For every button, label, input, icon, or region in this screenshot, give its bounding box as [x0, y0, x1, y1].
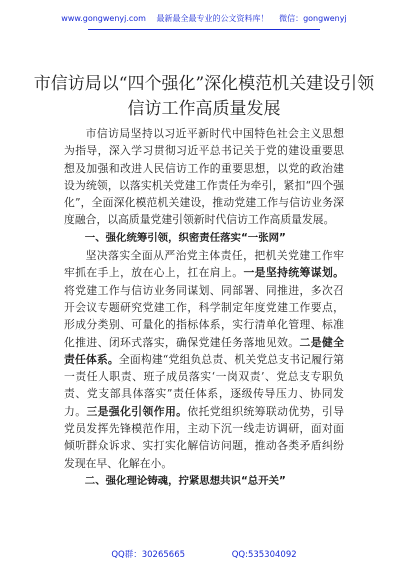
- section-1-paragraph: [64, 247, 344, 472]
- site-url-link[interactable]: www.gongwenyj.com: [61, 14, 146, 23]
- document-body: [64, 125, 344, 490]
- site-header: [0, 14, 408, 24]
- qq-group: QQ群：30265665: [111, 550, 186, 560]
- header-divider: [88, 29, 320, 30]
- point-1-text: 将党建工作与信访业务同谋划、同部署、同推进，多次召开会议专题研究党建工作，科学制定年度党建工作要点，形成分类别、可量化的指标体系，实行清单化管理、标准化推进、闭环式落实，确保党建任务落地见效。: [64, 283, 344, 349]
- point-3-text: 依托党组织统筹联动优势，引导党员发挥先锋模范作用，主动下沉一线走访调研，面对面倾听群众诉求、实打实化解信访问题，推动各类矛盾纠纷发现在早、化解在小。: [64, 404, 344, 470]
- point-3-title: 三是强化引领作用。: [86, 404, 188, 418]
- point-1-title: 一是坚持统筹谋划。: [243, 266, 344, 280]
- point-2-title: 二是健全责任体系。: [64, 335, 344, 366]
- intro-paragraph: 市信访局坚持以习近平新时代中国特色社会主义思想为指导，深入学习贯彻习近平总书记关于党的建设重要思想及加强和改进人民信访工作的重要思想，以党的政治建设为统领，以落实机关党建工作责任为牵引，紧扣“四个强化”，全面深化模范机关建设，推动党建工作与信访业务深度融合，以高质量党建引领新时代信访工作高质量发展。: [64, 127, 344, 227]
- point-2-text: 全面构建“党组负总责、机关党总支书记履行第一责任人职责、班子成员落实‘一岗双责’、党总支专职负责、党支部具体落实”责任体系，逐级传导压力、协同发力。: [64, 352, 344, 418]
- wechat-id: 微信：gongwenyj: [279, 14, 347, 23]
- section-1-lead: 坚决落实全面从严治党主体责任，把机关党建工作牢牢抓在手上，放在心上，扛在肩上。: [64, 249, 344, 280]
- site-footer: [0, 550, 408, 560]
- section-heading-1: 一、强化统筹引领，织密责任落实“一张网”: [84, 231, 286, 244]
- site-slogan: 最新最全最专业的公文资料库！: [156, 14, 269, 23]
- document-title: 市信访局以“四个强化”深化模范机关建设引领信访工作高质量发展: [33, 74, 375, 119]
- section-heading-2: 二、强化理论铸魂，拧紧思想共识“总开关”: [84, 474, 286, 487]
- qq-contact: QQ:535304092: [231, 550, 297, 560]
